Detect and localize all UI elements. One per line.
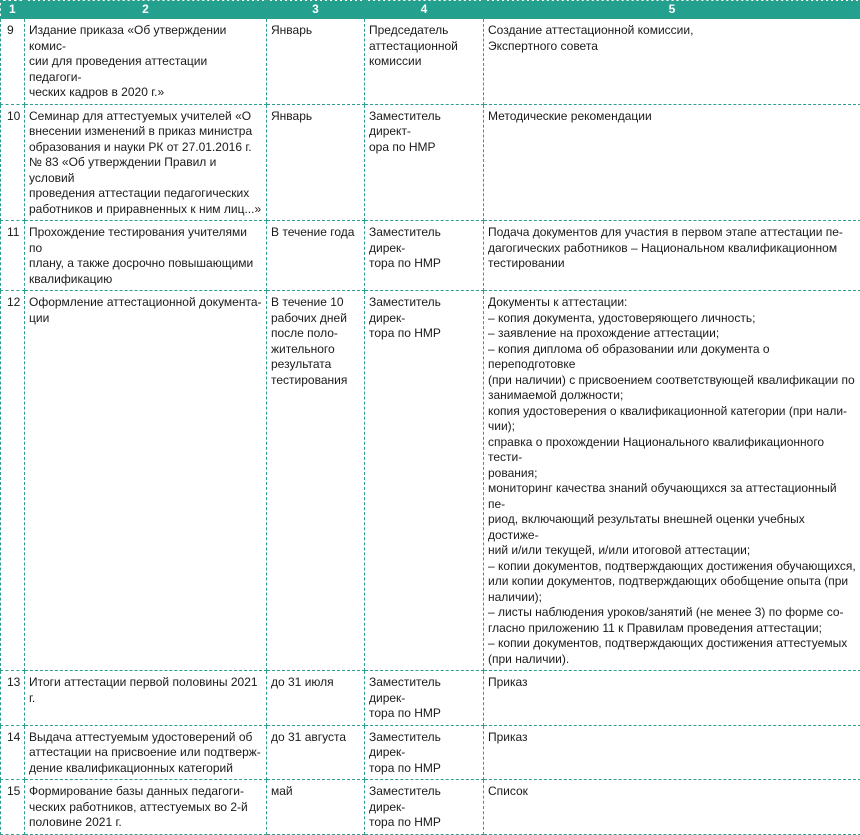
text-line: В течение 10 (271, 295, 360, 311)
text-line: (при наличии). (488, 652, 856, 668)
text-line: май (271, 784, 360, 800)
table-row (1, 725, 860, 780)
text-line: Заместитель дирек- (369, 295, 479, 326)
text-line: Заместитель дирек- (369, 784, 479, 815)
text-line: тора по НМР (369, 256, 479, 272)
text-line: Подача документов для участия в первом этапе аттестации пе- (488, 225, 856, 241)
text-line: квалификацию (29, 272, 262, 288)
text-line: (при наличии) с присвоением соответствующей квалификации по (488, 373, 856, 389)
text-line: до 31 августа (271, 730, 360, 746)
result-cell (484, 221, 860, 291)
text-line: сии для проведения аттестации педагоги- (29, 54, 262, 85)
text-line: Заместитель дирек- (369, 730, 479, 761)
text-line: – листы наблюдения уроков/занятий (не менее 3) по форме со- (488, 605, 856, 621)
text-line: наличии); (488, 590, 856, 606)
deadline-cell (267, 104, 365, 221)
text-line: Экспертного совета (488, 39, 856, 55)
col-header: 1 (1, 1, 25, 19)
text-line: внесении изменений в приказ министра (29, 124, 262, 140)
text-line: гласно приложению 11 к Правилам проведения аттестации; (488, 621, 856, 637)
table-row (1, 19, 860, 105)
col-header: 4 (365, 1, 484, 19)
task-cell (25, 725, 267, 780)
text-line: аттестационной (369, 39, 479, 55)
header-row (1, 1, 860, 19)
table-row (1, 104, 860, 221)
text-line: ческих работников, аттестуемых во 2-й (29, 800, 262, 816)
result-cell (484, 104, 860, 221)
responsible-cell (365, 221, 484, 291)
text-line: Формирование базы данных педагоги- (29, 784, 262, 800)
text-line: комиссии (369, 54, 479, 70)
table-row (1, 780, 860, 835)
task-cell (25, 291, 267, 671)
text-line: рования; (488, 466, 856, 482)
row-number: 14 (1, 725, 25, 780)
task-cell (25, 221, 267, 291)
text-line: Председатель (369, 23, 479, 39)
result-cell (484, 671, 860, 726)
responsible-cell (365, 104, 484, 221)
text-line: Заместитель дирек- (369, 675, 479, 706)
text-line: – заявление на прохождение аттестации; (488, 326, 856, 342)
text-line: мониторинг качества знаний обучающихся за аттестационный пе- (488, 481, 856, 512)
text-line: чии); (488, 419, 856, 435)
table-row (1, 291, 860, 671)
deadline-cell (267, 780, 365, 835)
deadline-cell (267, 19, 365, 105)
text-line: аттестации на присвоение или подтверж- (29, 745, 262, 761)
text-line: риод, включающий результаты внешней оценки учебных достиже- (488, 512, 856, 543)
text-line: жительного (271, 342, 360, 358)
text-line: Семинар для аттестуемых учителей «О (29, 109, 262, 125)
text-line: – копия документа, удостоверяющего личность; (488, 311, 856, 327)
text-line: рабочих дней (271, 311, 360, 327)
text-line: справка о прохождении Национального квалификационного тести- (488, 435, 856, 466)
deadline-cell (267, 725, 365, 780)
text-line: Заместитель дирек- (369, 225, 479, 256)
text-line: Январь (271, 23, 360, 39)
text-line: тестирования (271, 373, 360, 389)
text-line: Заместитель директ- (369, 109, 479, 140)
text-line: Документы к аттестации: (488, 295, 856, 311)
responsible-cell (365, 780, 484, 835)
text-line: после поло- (271, 326, 360, 342)
responsible-cell (365, 19, 484, 105)
text-line: Оформление аттестационной документа- (29, 295, 262, 311)
text-line: Прохождение тестирования учителями по (29, 225, 262, 256)
text-line: Итоги аттестации первой половины 2021 г. (29, 675, 262, 706)
responsible-cell (365, 725, 484, 780)
row-number: 11 (1, 221, 25, 291)
text-line: ора по НМР (369, 140, 479, 156)
text-line: тестировании (488, 256, 856, 272)
text-line: тора по НМР (369, 815, 479, 831)
result-cell (484, 725, 860, 780)
responsible-cell (365, 671, 484, 726)
text-line: ний и/или текущей, и/или итоговой аттестации; (488, 543, 856, 559)
text-line: Приказ (488, 675, 856, 691)
task-cell (25, 19, 267, 105)
text-line: дение квалификационных категорий (29, 761, 262, 777)
table-row (1, 221, 860, 291)
text-line: ции (29, 311, 262, 327)
text-line: № 83 «Об утверждении Правил и условий (29, 155, 262, 186)
text-line: Издание приказа «Об утверждении комис- (29, 23, 262, 54)
text-line: тора по НМР (369, 761, 479, 777)
row-number: 9 (1, 19, 25, 105)
text-line: половине 2021 г. (29, 815, 262, 831)
col-header: 2 (25, 1, 267, 19)
text-line: дагогических работников – Национальном квалификационном (488, 241, 856, 257)
deadline-cell (267, 291, 365, 671)
task-cell (25, 671, 267, 726)
text-line: В течение года (271, 225, 360, 241)
text-line: занимаемой должности; (488, 388, 856, 404)
text-line: – копии документов, подтверждающих достижения обучающихся, (488, 559, 856, 575)
text-line: проведения аттестации педагогических (29, 186, 262, 202)
text-line: копия удостоверения о квалификационной категории (при нали- (488, 404, 856, 420)
text-line: – копия диплома об образовании или документа о переподготовке (488, 342, 856, 373)
row-number: 12 (1, 291, 25, 671)
text-line: Список (488, 784, 856, 800)
text-line: Приказ (488, 730, 856, 746)
task-cell (25, 104, 267, 221)
text-line: ческих кадров в 2020 г.» (29, 85, 262, 101)
text-line: Методические рекомендации (488, 109, 856, 125)
row-number: 15 (1, 780, 25, 835)
col-header: 3 (267, 1, 365, 19)
text-line: Январь (271, 109, 360, 125)
text-line: Создание аттестационной комиссии, (488, 23, 856, 39)
text-line: результата (271, 357, 360, 373)
text-line: плану, а также досрочно повышающими (29, 256, 262, 272)
text-line: образования и науки РК от 27.01.2016 г. (29, 140, 262, 156)
row-number: 13 (1, 671, 25, 726)
text-line: работников и приравненных к ним лиц...» (29, 202, 262, 218)
col-header: 5 (484, 1, 860, 19)
deadline-cell (267, 671, 365, 726)
responsible-cell (365, 291, 484, 671)
row-number: 10 (1, 104, 25, 221)
result-cell (484, 291, 860, 671)
text-line: тора по НМР (369, 326, 479, 342)
deadline-cell (267, 221, 365, 291)
text-line: до 31 июля (271, 675, 360, 691)
text-line: тора по НМР (369, 706, 479, 722)
task-cell (25, 780, 267, 835)
table-row (1, 671, 860, 726)
text-line: – копии документов, подтверждающих достижения аттестуемых (488, 636, 856, 652)
text-line: Выдача аттестуемым удостоверений об (29, 730, 262, 746)
text-line: или копии документов, подтверждающих обобщение опыта (при (488, 574, 856, 590)
result-cell (484, 780, 860, 835)
result-cell (484, 19, 860, 105)
